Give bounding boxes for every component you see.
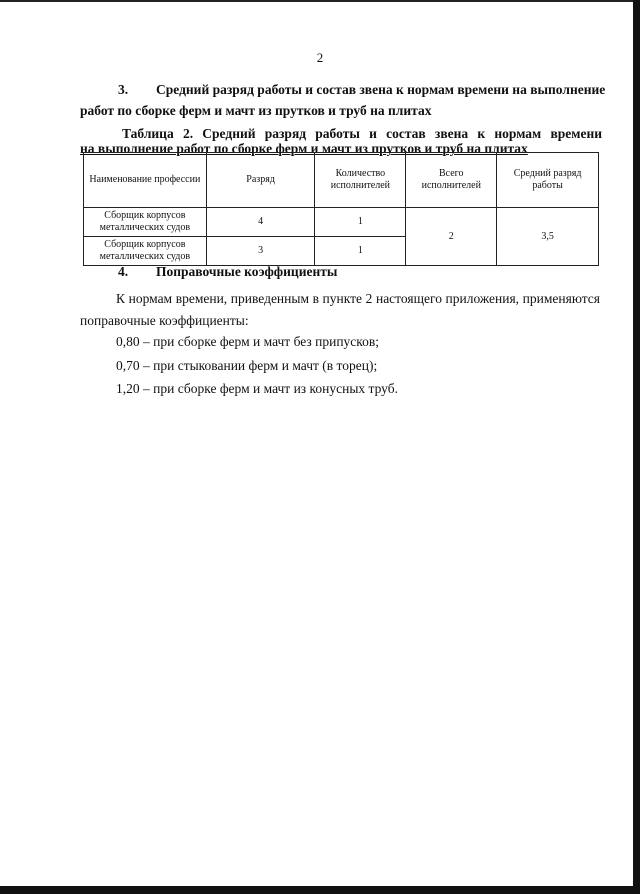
scan-edge-bottom	[0, 886, 640, 894]
scan-edge-top	[0, 0, 640, 2]
cell-count: 1	[315, 237, 406, 266]
table-row	[84, 208, 599, 237]
table-2-caption-line1: Таблица 2. Средний разряд работы и состав звена к нормам времени	[122, 126, 602, 141]
section-4-number: 4.	[118, 264, 129, 279]
header-count: Количество исполнителей	[315, 153, 406, 208]
coefficient-item: 0,80 – при сборке ферм и мачт без припусков;	[116, 334, 380, 349]
coefficient-item: 1,20 – при сборке ферм и мачт из конусных труб.	[116, 381, 398, 396]
section-3-number: 3.	[118, 82, 129, 97]
section-4-title: Поправочные коэффициенты	[156, 264, 338, 279]
section-3-title-line2: работ по сборке ферм и мачт из прутков и труб на плитах	[80, 103, 432, 118]
scan-edge-right	[633, 0, 640, 894]
section-3-heading	[80, 80, 610, 100]
section-4-intro: К нормам времени, приведенным в пункте 2 настоящего приложения, применяются поправочные коэффициенты:	[80, 291, 600, 328]
cell-grade: 3	[206, 237, 315, 266]
cell-total-workers: 2	[406, 208, 497, 266]
coefficient-item: 0,70 – при стыковании ферм и мачт (в торец);	[116, 358, 378, 373]
header-average: Средний разряд работы	[497, 153, 599, 208]
cell-count: 1	[315, 208, 406, 237]
page-number: 2	[316, 50, 324, 65]
cell-grade: 4	[206, 208, 315, 237]
section-3-title-line1: Средний разряд работы и состав звена к нормам времени на выполнение	[156, 82, 606, 97]
table-2	[83, 152, 599, 266]
table-header-row	[84, 153, 599, 208]
header-total: Всего исполнителей	[406, 153, 497, 208]
header-grade: Разряд	[206, 153, 315, 208]
header-profession: Наименование профессии	[84, 153, 207, 208]
cell-average-grade: 3,5	[497, 208, 599, 266]
section-4-heading	[80, 262, 610, 282]
cell-profession: Сборщик корпусов металлических судов	[84, 208, 207, 237]
table-2-caption-line2: на выполнение работ по сборке ферм и мачт из прутков и труб на плитах	[80, 141, 528, 156]
cell-profession: Сборщик корпусов металлических судов	[84, 237, 207, 266]
